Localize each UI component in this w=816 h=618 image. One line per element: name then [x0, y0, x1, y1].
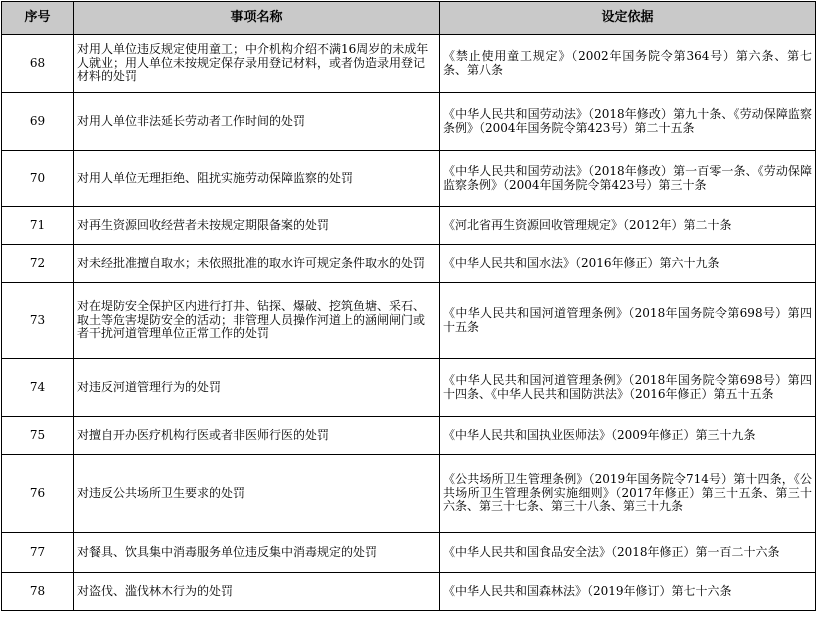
legal-basis: 《中华人民共和国执业医师法》（2009年修正）第三十九条 [440, 417, 816, 455]
item-name: 对盗伐、滥伐林木行为的处罚 [74, 573, 440, 611]
header-name: 事项名称 [74, 2, 440, 35]
item-name: 对违反公共场所卫生要求的处罚 [74, 455, 440, 533]
table-row [2, 207, 816, 245]
table-row [2, 35, 816, 93]
legal-basis: 《中华人民共和国劳动法》（2018年修改）第一百零一条、《劳动保障监察条例》（2004年国务院令第423号）第三十条 [440, 151, 816, 207]
row-number: 70 [2, 151, 74, 207]
legal-basis: 《中华人民共和国食品安全法》（2018年修正）第一百二十六条 [440, 533, 816, 573]
table-row [2, 573, 816, 611]
table-row [2, 93, 816, 151]
row-number: 71 [2, 207, 74, 245]
row-number: 78 [2, 573, 74, 611]
header-row [2, 2, 816, 35]
regulation-table [1, 1, 816, 611]
row-number: 75 [2, 417, 74, 455]
row-number: 77 [2, 533, 74, 573]
item-name: 对擅自开办医疗机构行医或者非医师行医的处罚 [74, 417, 440, 455]
legal-basis: 《河北省再生资源回收管理规定》（2012年）第二十条 [440, 207, 816, 245]
header-basis: 设定依据 [440, 2, 816, 35]
row-number: 76 [2, 455, 74, 533]
legal-basis: 《中华人民共和国劳动法》（2018年修改）第九十条、《劳动保障监察条例》（2004年国务院令第423号）第二十五条 [440, 93, 816, 151]
item-name: 对未经批准擅自取水；未依照批准的取水许可规定条件取水的处罚 [74, 245, 440, 283]
item-name: 对用人单位无理拒绝、阻扰实施劳动保障监察的处罚 [74, 151, 440, 207]
table-row [2, 151, 816, 207]
table-row [2, 359, 816, 417]
table-row [2, 245, 816, 283]
legal-basis: 《公共场所卫生管理条例》（2019年国务院令714号）第十四条，《公共场所卫生管理条例实施细则》（2017年修正）第三十五条、第三十六条、第三十七条、第三十八条、第三十九条 [440, 455, 816, 533]
table-row [2, 417, 816, 455]
row-number: 72 [2, 245, 74, 283]
header-no: 序号 [2, 2, 74, 35]
table-row [2, 283, 816, 359]
row-number: 68 [2, 35, 74, 93]
item-name: 对在堤防安全保护区内进行打井、钻探、爆破、挖筑鱼塘、采石、取土等危害堤防安全的活动；非管理人员操作河道上的涵闸闸门或者干扰河道管理单位正常工作的处罚 [74, 283, 440, 359]
row-number: 74 [2, 359, 74, 417]
item-name: 对餐具、饮具集中消毒服务单位违反集中消毒规定的处罚 [74, 533, 440, 573]
row-number: 73 [2, 283, 74, 359]
row-number: 69 [2, 93, 74, 151]
legal-basis: 《禁止使用童工规定》（2002年国务院令第364号）第六条、第七条、第八条 [440, 35, 816, 93]
item-name: 对违反河道管理行为的处罚 [74, 359, 440, 417]
legal-basis: 《中华人民共和国河道管理条例》（2018年国务院令第698号）第四十四条、《中华人民共和国防洪法》（2016年修正）第五十五条 [440, 359, 816, 417]
table-row [2, 455, 816, 533]
legal-basis: 《中华人民共和国森林法》（2019年修订）第七十六条 [440, 573, 816, 611]
item-name: 对再生资源回收经营者未按规定期限备案的处罚 [74, 207, 440, 245]
item-name: 对用人单位违反规定使用童工；中介机构介绍不满16周岁的未成年人就业；用人单位未按规定保存录用登记材料，或者伪造录用登记材料的处罚 [74, 35, 440, 93]
item-name: 对用人单位非法延长劳动者工作时间的处罚 [74, 93, 440, 151]
legal-basis: 《中华人民共和国河道管理条例》（2018年国务院令第698号）第四十五条 [440, 283, 816, 359]
table-row [2, 533, 816, 573]
legal-basis: 《中华人民共和国水法》（2016年修正）第六十九条 [440, 245, 816, 283]
